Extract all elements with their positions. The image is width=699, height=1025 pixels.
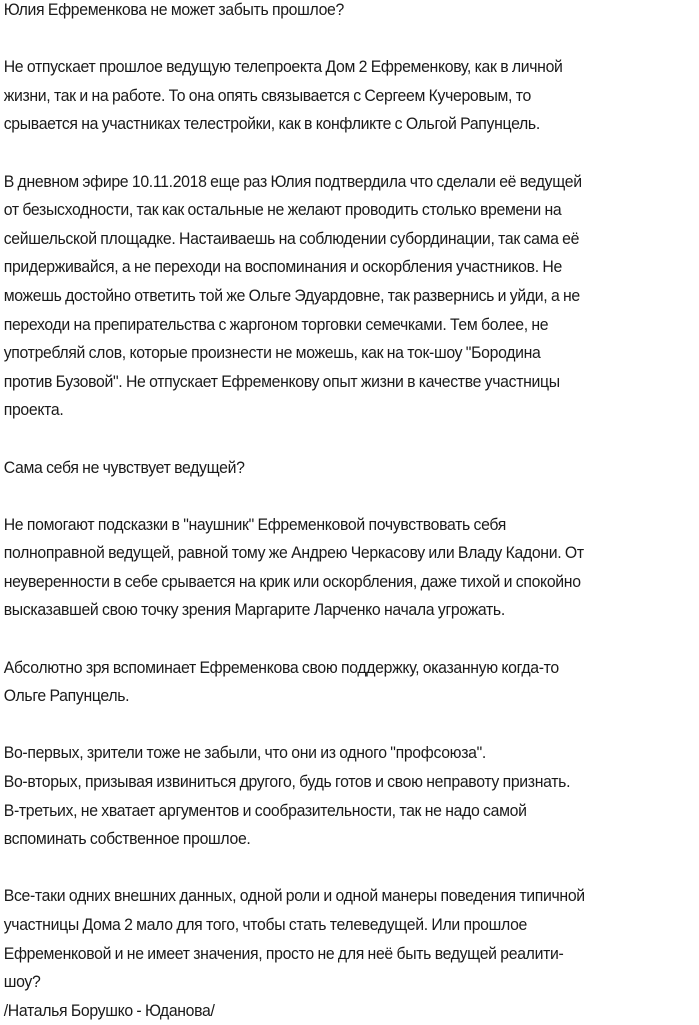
text-line: Не отпускает прошлое ведущую телепроекта Дом 2 Ефременкову, как в личной bbox=[3, 57, 563, 77]
text-line: срывается на участниках телестройки, как в конфликте с Ольгой Рапунцель. bbox=[3, 114, 540, 134]
text-line: участницы Дома 2 мало для того, чтобы стать телеведущей. Или прошлое bbox=[3, 915, 528, 934]
text-line: Во-вторых, призывая извиниться другого, будь готов и свою неправоту признать. bbox=[3, 772, 571, 792]
text-line: употребляй слов, которые произнести не можешь, как на ток-шоу "Бородина bbox=[3, 343, 541, 363]
text-line: неуверенности в себе срывается на крик или оскорбления, даже тихой и спокойно bbox=[3, 571, 581, 591]
text-line: сейшельской площадке. Настаиваешь на соблюдении субординации, так сама её bbox=[3, 228, 580, 248]
paragraph-list bbox=[4, 739, 697, 853]
text-line: Ольге Рапунцель. bbox=[3, 686, 130, 706]
text-line: вспоминать собственное прошлое. bbox=[3, 829, 251, 849]
text-line: В-третьих, не хватает аргументов и сообразительности, так не надо самой bbox=[3, 800, 527, 820]
text-line: Не помогают подсказки в "наушник" Ефременковой почувствовать себя bbox=[3, 514, 507, 534]
author-signature: /Наталья Борушко - Юданова/ bbox=[3, 1000, 215, 1020]
text-line: полноправной ведущей, равной тому же Андрею Черкасову или Владу Кадони. От bbox=[3, 543, 584, 563]
subheading-question bbox=[4, 454, 697, 483]
paragraph-broadcast bbox=[4, 168, 697, 425]
text-line: против Бузовой". Не отпускает Ефременкову опыт жизни в качестве участницы bbox=[3, 371, 560, 391]
text-line: придерживайся, а не переходи на воспоминания и оскорбления участников. Не bbox=[3, 257, 562, 277]
text-line: от безысходности, так как остальные не желают проводить столько времени на bbox=[3, 200, 562, 220]
text-line: Абсолютно зря вспоминает Ефременкова свою поддержку, оказанную когда-то bbox=[3, 657, 559, 677]
text-line: высказавшей свою точку зрения Маргарите Ларченко начала угрожать. bbox=[3, 600, 505, 620]
text-line: переходи на препирательства с жаргоном торговки семечками. Тем более, не bbox=[3, 314, 549, 334]
paragraph-conclusion bbox=[4, 882, 697, 996]
text-line: можешь достойно ответить той же Ольге Эдуардовне, так развернись и уйди, а не bbox=[3, 285, 580, 305]
text-line: жизни, так и на работе. То она опять связывается с Сергеем Кучеровым, то bbox=[3, 85, 531, 105]
text-line: В дневном эфире 10.11.2018 еще раз Юлия подтвердила что сделали её ведущей bbox=[3, 171, 582, 191]
text-line: проекта. bbox=[3, 400, 64, 420]
text-line: Во-первых, зрители тоже не забыли, что они из одного "профсоюза". bbox=[3, 743, 486, 763]
paragraph-intro bbox=[4, 53, 697, 139]
text-line: Сама себя не чувствует ведущей? bbox=[3, 457, 245, 477]
text-line: Все-таки одних внешних данных, одной роли и одной манеры поведения типичной bbox=[3, 886, 585, 906]
paragraph-support bbox=[4, 654, 697, 711]
paragraph-earpiece bbox=[4, 511, 697, 625]
text-line: шоу? bbox=[3, 972, 41, 992]
article-title: Юлия Ефременкова не может забыть прошлое? bbox=[3, 0, 344, 19]
text-line: Ефременковой и не имеет значения, просто не для неё быть ведущей реалити- bbox=[3, 943, 564, 963]
